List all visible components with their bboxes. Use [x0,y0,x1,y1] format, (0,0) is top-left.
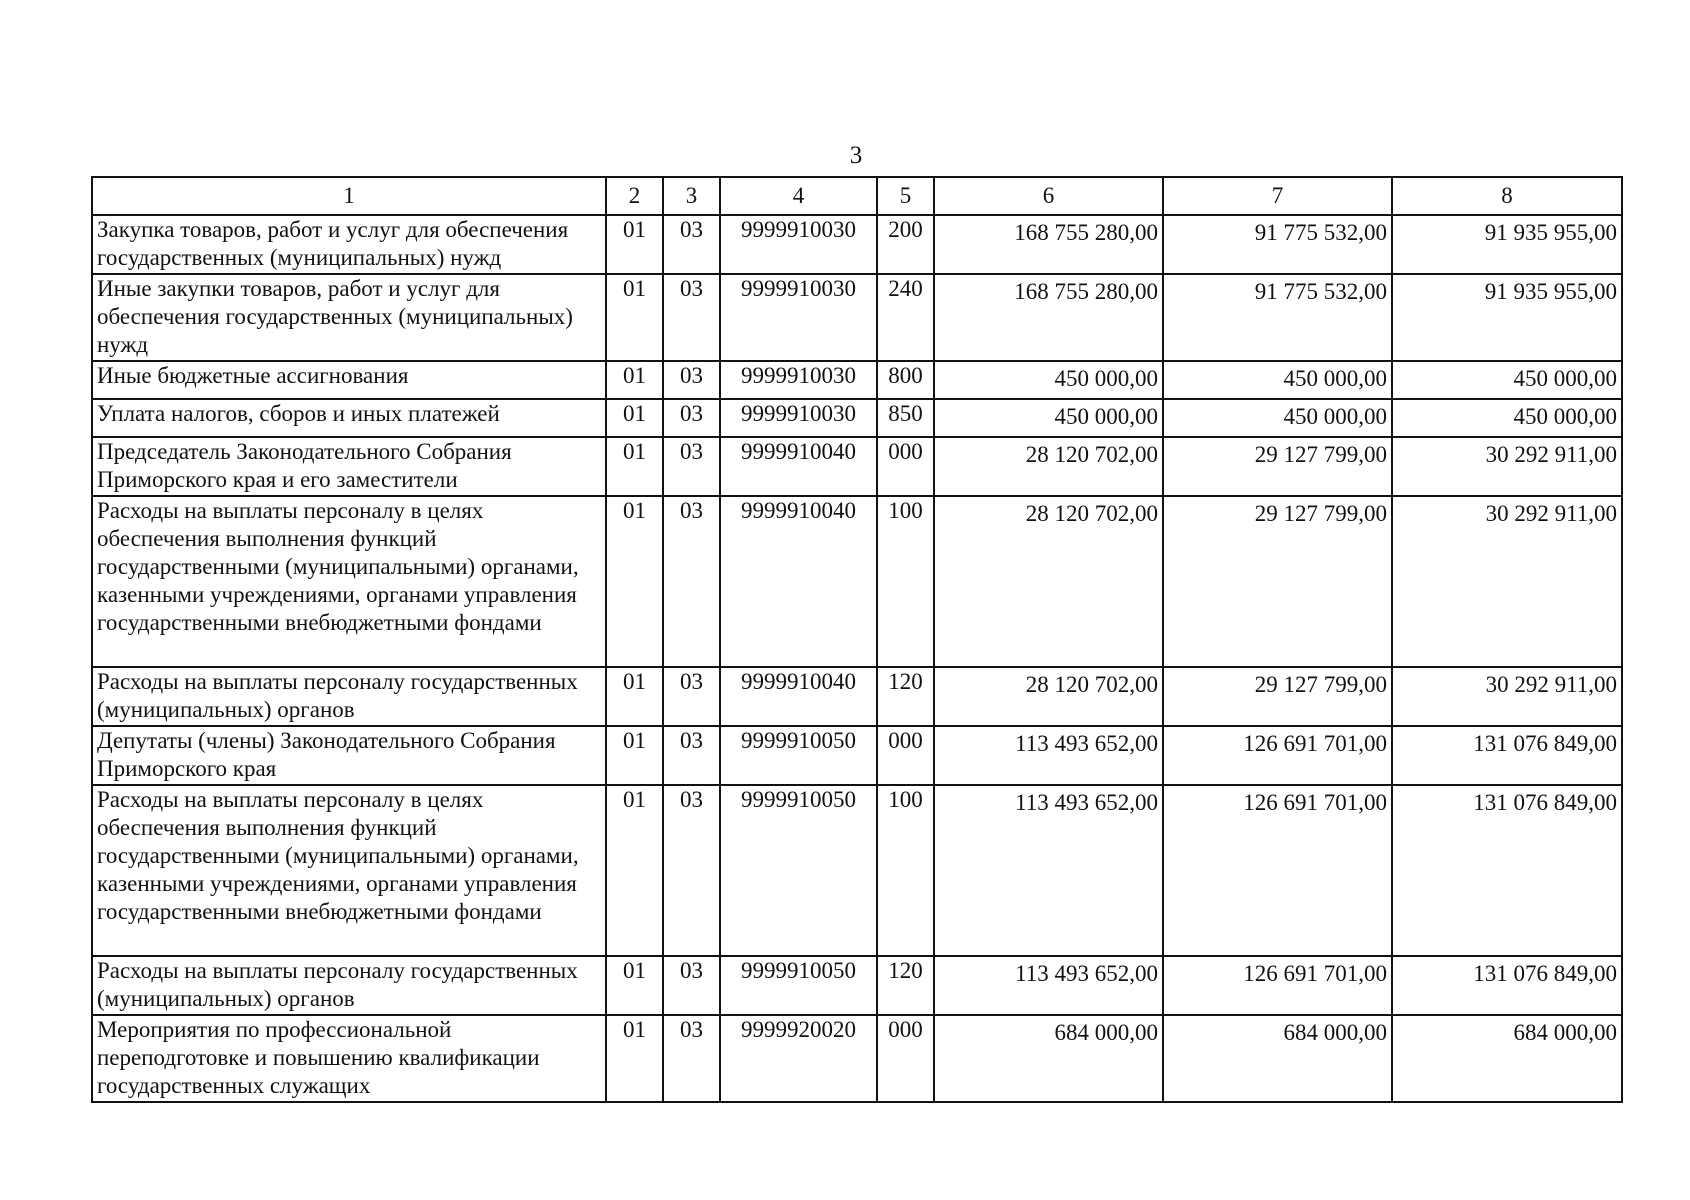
amount-col7-value: 29 127 799,00 [1254,442,1387,467]
subsection-code: 03 [663,667,720,726]
amount-col6-value: 113 493 652,00 [1015,790,1158,815]
expense-name: Закупка товаров, работ и услуг для обеспечения государственных (муниципальных) нужд [92,215,606,274]
amount-col6-value: 168 755 280,00 [1014,279,1158,304]
expense-type-code: 120 [877,956,934,1015]
target-article-code: 9999910030 [720,399,877,437]
amount-col7 [1163,726,1392,785]
amount-col7 [1163,667,1392,726]
amount-col6-value: 684 000,00 [1054,1020,1158,1045]
table-row [92,361,1622,399]
amount-col8-value: 30 292 911,00 [1485,672,1617,697]
table-row [92,274,1622,361]
expense-name: Иные закупки товаров, работ и услуг для обеспечения государственных (муниципальных) нужд [92,274,606,361]
section-code: 01 [606,667,663,726]
subsection-code: 03 [663,956,720,1015]
subsection-code: 03 [663,726,720,785]
table-row [92,726,1622,785]
amount-col8 [1392,274,1622,361]
amount-col6 [934,361,1163,399]
table-header-row [92,177,1622,215]
amount-col8 [1392,399,1622,437]
amount-col8 [1392,667,1622,726]
amount-col8-value: 30 292 911,00 [1485,501,1617,526]
target-article-code: 9999910030 [720,215,877,274]
amount-col8 [1392,437,1622,496]
amount-col8-value: 91 935 955,00 [1484,220,1617,245]
amount-col6-value: 28 120 702,00 [1025,442,1158,467]
amount-col7-value: 450 000,00 [1283,366,1387,391]
amount-col6-value: 113 493 652,00 [1015,731,1158,756]
table-row [92,399,1622,437]
amount-col7 [1163,215,1392,274]
amount-col6 [934,437,1163,496]
section-code: 01 [606,361,663,399]
expense-name: Иные бюджетные ассигнования [92,361,606,399]
expense-name: Депутаты (члены) Законодательного Собрания Приморского края [92,726,606,785]
amount-col6 [934,667,1163,726]
subsection-code: 03 [663,361,720,399]
amount-col6-value: 28 120 702,00 [1025,672,1158,697]
amount-col7-value: 91 775 532,00 [1254,279,1387,304]
amount-col8-value: 131 076 849,00 [1473,790,1617,815]
target-article-code: 9999910050 [720,726,877,785]
column-header: 7 [1163,177,1392,215]
amount-col7 [1163,785,1392,956]
expense-type-code: 000 [877,726,934,785]
amount-col6 [934,726,1163,785]
expense-name: Уплата налогов, сборов и иных платежей [92,399,606,437]
amount-col7 [1163,1015,1392,1102]
subsection-code: 03 [663,274,720,361]
subsection-code: 03 [663,215,720,274]
amount-col7-value: 29 127 799,00 [1254,501,1387,526]
expense-type-code: 100 [877,785,934,956]
expense-type-code: 100 [877,496,934,667]
amount-col8-value: 131 076 849,00 [1473,961,1617,986]
amount-col7-value: 91 775 532,00 [1254,220,1387,245]
subsection-code: 03 [663,1015,720,1102]
amount-col7-value: 126 691 701,00 [1243,731,1387,756]
amount-col8-value: 684 000,00 [1513,1020,1617,1045]
amount-col8 [1392,496,1622,667]
amount-col8-value: 131 076 849,00 [1473,731,1617,756]
amount-col8-value: 30 292 911,00 [1485,442,1617,467]
subsection-code: 03 [663,785,720,956]
column-header: 6 [934,177,1163,215]
target-article-code: 9999910040 [720,667,877,726]
expense-type-code: 000 [877,437,934,496]
amount-col6-value: 450 000,00 [1054,404,1158,429]
expense-type-code: 800 [877,361,934,399]
table-row [92,215,1622,274]
section-code: 01 [606,399,663,437]
amount-col8-value: 450 000,00 [1513,366,1617,391]
target-article-code: 9999910030 [720,274,877,361]
table-row [92,667,1622,726]
section-code: 01 [606,1015,663,1102]
amount-col6 [934,956,1163,1015]
column-header: 8 [1392,177,1622,215]
target-article-code: 9999910050 [720,785,877,956]
table-row [92,785,1622,956]
amount-col8-value: 91 935 955,00 [1484,279,1617,304]
table-row [92,496,1622,667]
column-header: 2 [606,177,663,215]
amount-col7 [1163,496,1392,667]
section-code: 01 [606,496,663,667]
amount-col7 [1163,399,1392,437]
amount-col8 [1392,726,1622,785]
amount-col6 [934,1015,1163,1102]
amount-col6 [934,496,1163,667]
target-article-code: 9999910040 [720,496,877,667]
expense-name: Мероприятия по профессиональной переподготовке и повышению квалификации государственных служащих [92,1015,606,1102]
expense-name: Расходы на выплаты персоналу государственных (муниципальных) органов [92,956,606,1015]
amount-col6 [934,785,1163,956]
amount-col8 [1392,956,1622,1015]
target-article-code: 9999910030 [720,361,877,399]
amount-col8-value: 450 000,00 [1513,404,1617,429]
amount-col7-value: 29 127 799,00 [1254,672,1387,697]
amount-col7-value: 126 691 701,00 [1243,961,1387,986]
table-row [92,1015,1622,1102]
amount-col6-value: 450 000,00 [1054,366,1158,391]
column-header: 3 [663,177,720,215]
section-code: 01 [606,437,663,496]
expense-type-code: 200 [877,215,934,274]
amount-col7-value: 684 000,00 [1283,1020,1387,1045]
expense-name: Председатель Законодательного Собрания Приморского края и его заместители [92,437,606,496]
expense-type-code: 850 [877,399,934,437]
column-header: 1 [92,177,606,215]
column-header: 4 [720,177,877,215]
expense-type-code: 240 [877,274,934,361]
amount-col6-value: 113 493 652,00 [1015,961,1158,986]
amount-col6-value: 168 755 280,00 [1014,220,1158,245]
expense-name: Расходы на выплаты персоналу государственных (муниципальных) органов [92,667,606,726]
subsection-code: 03 [663,496,720,667]
amount-col6-value: 28 120 702,00 [1025,501,1158,526]
amount-col8 [1392,361,1622,399]
budget-table [91,176,1623,1103]
section-code: 01 [606,215,663,274]
amount-col7-value: 126 691 701,00 [1243,790,1387,815]
amount-col6 [934,399,1163,437]
amount-col8 [1392,215,1622,274]
amount-col7 [1163,956,1392,1015]
expense-type-code: 120 [877,667,934,726]
section-code: 01 [606,956,663,1015]
target-article-code: 9999910050 [720,956,877,1015]
amount-col8 [1392,785,1622,956]
table-row [92,956,1622,1015]
target-article-code: 9999910040 [720,437,877,496]
table-row [92,437,1622,496]
amount-col7 [1163,361,1392,399]
page-number: 3 [849,142,863,169]
amount-col7 [1163,437,1392,496]
amount-col8 [1392,1015,1622,1102]
subsection-code: 03 [663,437,720,496]
section-code: 01 [606,785,663,956]
expense-type-code: 000 [877,1015,934,1102]
expense-name: Расходы на выплаты персоналу в целях обеспечения выполнения функций государственными (муниципальными) органами, казенными учреждениями, органами управления государственными внебюджетными фондами [92,785,606,956]
subsection-code: 03 [663,399,720,437]
expense-name: Расходы на выплаты персоналу в целях обеспечения выполнения функций государственными (муниципальными) органами, казенными учреждениями, органами управления государственными внебюджетными фондами [92,496,606,667]
section-code: 01 [606,274,663,361]
section-code: 01 [606,726,663,785]
column-header: 5 [877,177,934,215]
amount-col6 [934,215,1163,274]
amount-col6 [934,274,1163,361]
amount-col7 [1163,274,1392,361]
target-article-code: 9999920020 [720,1015,877,1102]
amount-col7-value: 450 000,00 [1283,404,1387,429]
